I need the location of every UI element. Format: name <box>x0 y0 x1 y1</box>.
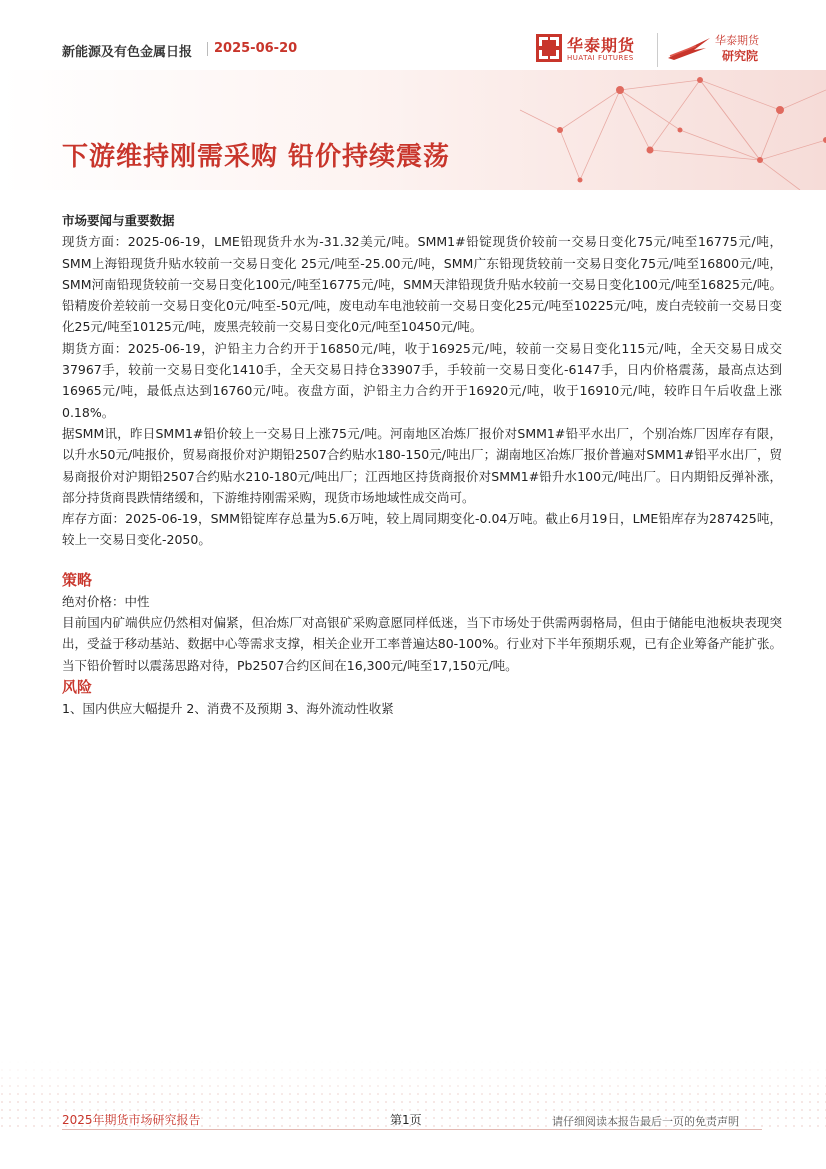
strategy-heading: 策略 <box>62 570 93 589</box>
market-news-heading: 市场要闻与重要数据 <box>62 213 175 228</box>
futures-paragraph: 期货方面：2025-06-19，沪铅主力合约开于16850元/吨，收于16925元/吨，较前一交易日变化115元/吨，全天交易日成交37967手，较前一交易日变化1410手，全天交易日持仓33907手，手较前一交易日变化-6147手，日内价格震荡，最高点达到16965元/吨，最低点达到16760元/吨。夜盘方面，沪铅主力合约开于16920元/吨，收于16910元/吨，较昨日午后收盘上涨0.18%。 <box>62 340 782 420</box>
report-body <box>62 210 782 719</box>
logo-divider <box>657 33 658 67</box>
inventory-paragraph: 库存方面：2025-06-19，SMM铅锭库存总量为5.6万吨，较上周同期变化-0.04万吨。截止6月19日，LME铅库存为287425吨，较上一交易日变化-2050。 <box>62 511 782 548</box>
header-divider <box>207 42 208 56</box>
footer-rule <box>62 1129 762 1130</box>
huatai-logo-icon <box>536 34 562 62</box>
huatai-futures-logo <box>536 32 654 68</box>
logo-chinese-name: 华泰期货 <box>567 36 636 55</box>
page-number: 第1页 <box>390 1113 422 1127</box>
report-date: 2025-06-20 <box>214 41 298 56</box>
absolute-price-rating: 绝对价格：中性 <box>62 593 150 609</box>
research-institute-line2: 研究院 <box>722 49 759 63</box>
report-name: 新能源及有色金属日报 <box>62 45 193 60</box>
footer-report-label: 2025年期货市场研究报告 <box>62 1113 201 1127</box>
disclaimer-notice: 请仔细阅读本报告最后一页的免责声明 <box>552 1115 739 1128</box>
report-title: 下游维持刚需采购 铅价持续震荡 <box>62 142 451 172</box>
strategy-paragraph: 目前国内矿端供应仍然相对偏紧，但冶炼厂对高银矿采购意愿同样低迷，当下市场处于供需两弱格局，但由于储能电池板块表现突出，受益于移动基站、数据中心等需求支撑，相关企业开工率普遍达80-100%。行业对下半年预期乐观，已有企业筹备产能扩张。当下铅价暂时以震荡思路对待，Pb2507合约区间在16,300元/吨至17,150元/吨。 <box>62 615 782 673</box>
smm-news-paragraph: 据SMM讯，昨日SMM1#铅价较上一交易日上涨75元/吨。河南地区冶炼厂报价对SMM1#铅平水出厂，个别冶炼厂因库存有限，以升水50元/吨报价，贸易商报价对沪期铅2507合约贴水180-150元/吨出厂；湖南地区冶炼厂报价普遍对SMM1#铅平水出厂，贸易商报价对沪期铅2507合约贴水210-180元/吨出厂；江西地区持货商报价对SMM1#铅升水100元/吨出厂。日内期铅反弹补涨，部分持货商畏跌情绪缓和，下游维持刚需采购，现货市场地域性成交尚可。 <box>62 425 782 505</box>
research-institute-line1: 华泰期货 <box>715 34 759 47</box>
risk-items: 1、国内供应大幅提升 2、消费不及预期 3、海外流动性收紧 <box>62 700 394 716</box>
spot-paragraph: 现货方面：2025-06-19，LME铅现货升水为-31.32美元/吨。SMM1#铅锭现货价较前一交易日变化75元/吨至16775元/吨，SMM上海铅现货升贴水较前一交易日变化 25元/吨至-25.00元/吨，SMM广东铅现货较前一交易日变化75元/吨至16800元/吨，SMM河南铅现货较前一交易日变化100元/吨至16775元/吨，SMM天津铅现货升贴水较前一交易日变化100元/吨至16825元/吨。铅精废价差较前一交易日变化0元/吨至-50元/吨，废电动车电池较前一交易日变化25元/吨至10225元/吨，废白壳较前一交易日变化25元/吨至10125元/吨，废黑壳较前一交易日变化0元/吨至10450元/吨。 <box>62 234 782 335</box>
risk-heading: 风险 <box>62 677 93 696</box>
research-institute-logo-icon <box>666 36 712 62</box>
logo-english-name: HUATAI FUTURES <box>567 54 634 62</box>
